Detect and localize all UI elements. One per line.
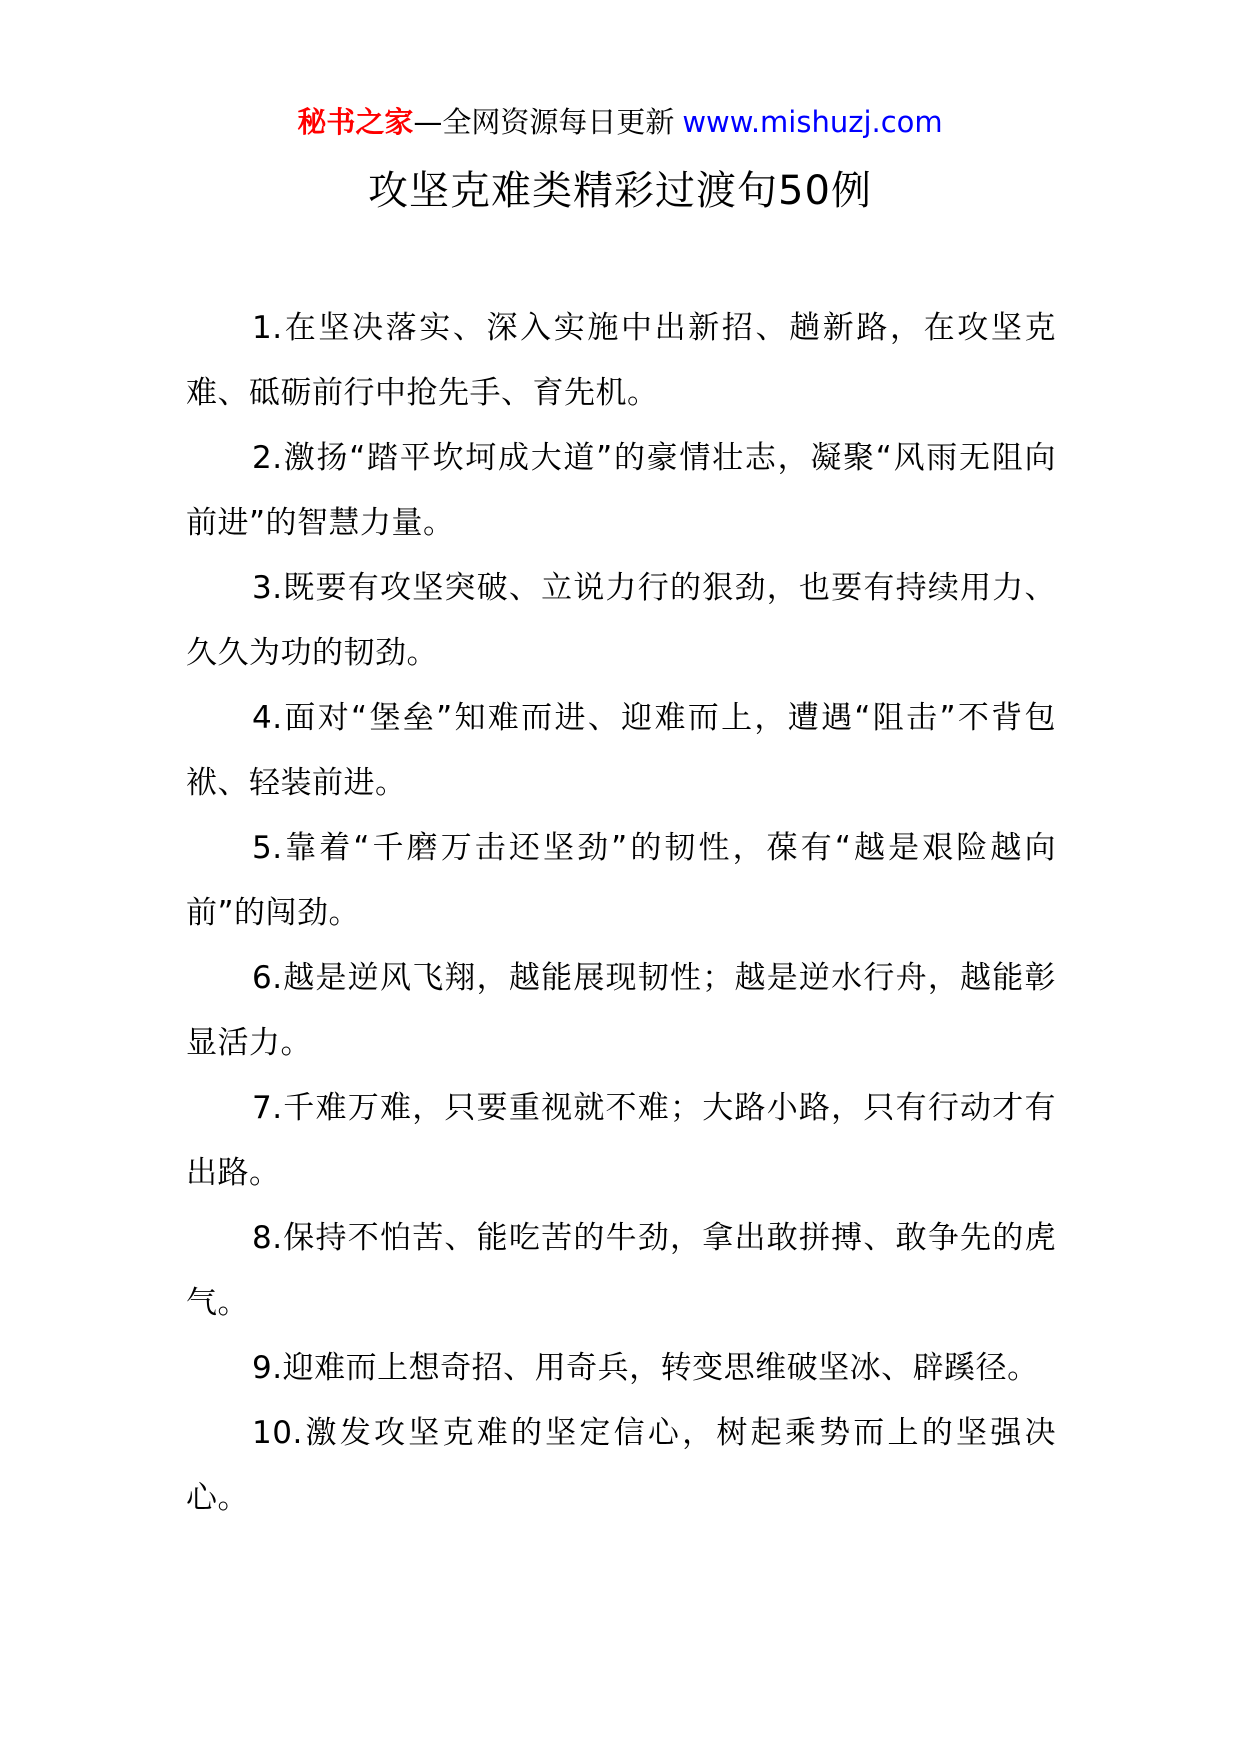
list-item: 7.千难万难，只要重视就不难；大路小路，只有行动才有出路。 — [186, 1090, 1056, 1191]
site-url-link[interactable]: www.mishuzj.com — [682, 105, 943, 139]
header-tagline: —全网资源每日更新 — [413, 105, 675, 139]
list-item: 6.越是逆风飞翔，越能展现韧性；越是逆水行舟，越能彰显活力。 — [186, 960, 1056, 1061]
list-item: 4.面对“堡垒”知难而进、迎难而上，遭遇“阻击”不背包袱、轻装前进。 — [186, 700, 1056, 801]
document-title: 攻坚克难类精彩过渡句50例 — [368, 168, 872, 214]
list-item: 5.靠着“千磨万击还坚劲”的韧性，葆有“越是艰险越向前”的闯劲。 — [186, 830, 1056, 931]
list-item: 8.保持不怕苦、能吃苦的牛劲，拿出敢拼搏、敢争先的虎气。 — [186, 1220, 1056, 1321]
list-item: 10.激发攻坚克难的坚定信心，树起乘势而上的坚强决心。 — [186, 1415, 1056, 1516]
list-item: 9.迎难而上想奇招、用奇兵，转变思维破坚冰、辟蹊径。 — [252, 1350, 1039, 1386]
list-item: 3.既要有攻坚突破、立说力行的狠劲，也要有持续用力、久久为功的韧劲。 — [186, 570, 1056, 671]
list-item: 2.激扬“踏平坎坷成大道”的豪情壮志，凝聚“风雨无阻向前进”的智慧力量。 — [186, 440, 1056, 541]
brand-name: 秘书之家 — [297, 105, 414, 139]
list-item: 1.在坚决落实、深入实施中出新招、趟新路，在攻坚克难、砥砺前行中抢先手、育先机。 — [186, 310, 1056, 411]
page-header — [0, 102, 1240, 142]
document-body — [186, 296, 1056, 1531]
